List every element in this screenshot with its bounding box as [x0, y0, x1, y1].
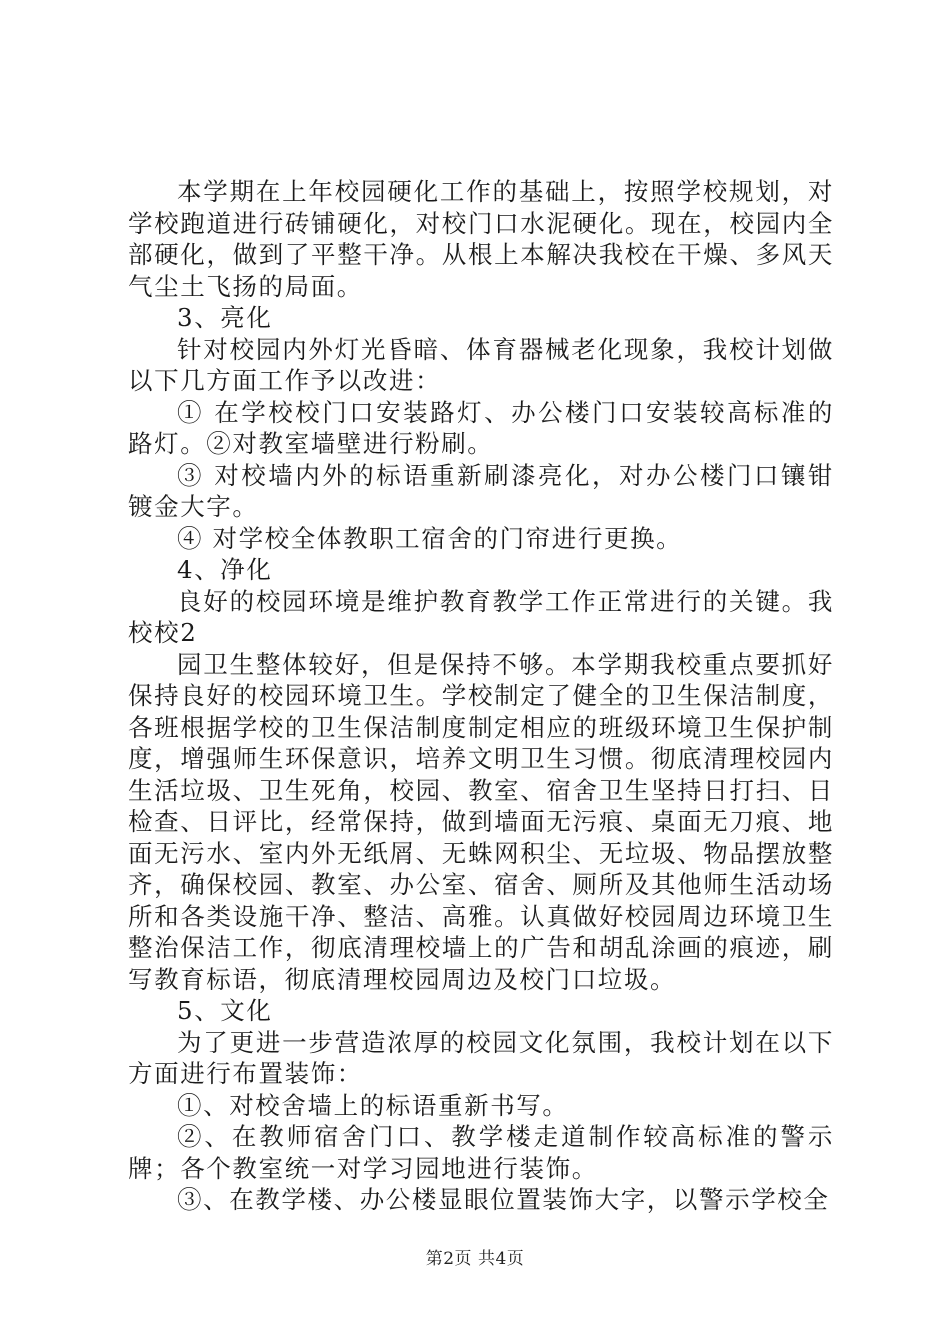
section-heading-culture: 5、文化: [177, 996, 273, 1025]
paragraph-lighting-intro: 针对校园内外灯光昏暗、体育器械老化现象，我校计划做以下几方面工作予以改进：: [128, 334, 834, 395]
list-item-curtains: ④ 对学校全体教职工宿舍的门帘进行更换。: [177, 523, 683, 553]
document-body: [128, 176, 834, 1216]
paragraph-cleaning-intro: 良好的校园环境是维护教育教学工作正常进行的关键。我校校2: [128, 586, 834, 647]
section-heading-cleaning: 4、净化: [177, 555, 273, 584]
list-item-large-characters: ③、在教学楼、办公楼显眼位置装饰大字，以警示学校全: [177, 1185, 830, 1214]
paragraph-hardening-summary: 本学期在上年校园硬化工作的基础上，按照学校规划，对学校跑道进行砖铺硬化，对校门口水泥硬化。现在，校园内全部硬化，做到了平整干净。从根上本解决我校在干燥、多风天气尘土飞扬的局面。: [128, 177, 834, 301]
paragraph-cleaning-detail: 园卫生整体较好，但是保持不够。本学期我校重点要抓好保持良好的校园环境卫生。学校制定了健全的卫生保洁制度，各班根据学校的卫生保洁制度制定相应的班级环境卫生保护制度，增强师生环保意识，培养文明卫生习惯。彻底清理校园内生活垃圾、卫生死角，校园、教室、宿舍卫生坚持日打扫、日检查、日评比，经常保持，做到墙面无污痕、桌面无刀痕、地面无污水、室内外无纸屑、无蛛网积尘、无垃圾、物品摆放整齐，确保校园、教室、办公室、宿舍、厕所及其他师生活动场所和各类设施干净、整洁、高雅。认真做好校园周边环境卫生整治保洁工作，彻底清理校墙上的广告和胡乱涂画的痕迹，刷写教育标语，彻底清理校园周边及校门口垃圾。: [128, 649, 834, 994]
list-item-slogans: ③ 对校墙内外的标语重新刷漆亮化，对办公楼门口镶钳镀金大字。: [128, 460, 834, 521]
paragraph-culture-intro: 为了更进一步营造浓厚的校园文化氛围，我校计划在以下方面进行布置装饰：: [128, 1027, 834, 1088]
list-item-warning-signs: ②、在教师宿舍门口、教学楼走道制作较高标准的警示牌；各个教室统一对学习园地进行装饰。: [128, 1122, 834, 1183]
section-heading-lighting: 3、亮化: [177, 303, 273, 332]
page-number-footer: 第2页 共4页: [425, 1249, 525, 1269]
list-item-streetlights: ① 在学校校门口安装路灯、办公楼门口安装较高标准的路灯。②对教室墙壁进行粉刷。: [128, 397, 834, 458]
list-item-rewrite-slogans: ①、对校舍墙上的标语重新书写。: [177, 1090, 569, 1120]
